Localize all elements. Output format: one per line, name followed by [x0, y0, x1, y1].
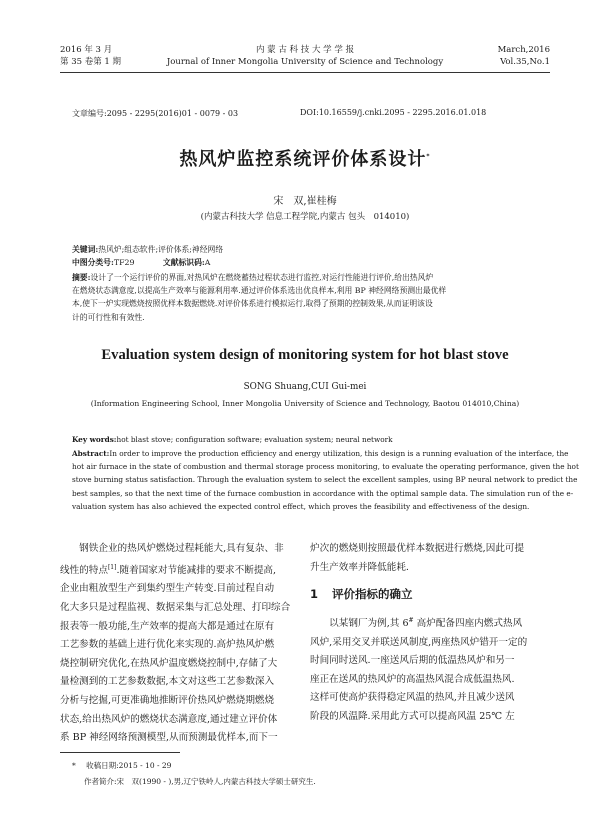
article-number: 文章编号:2095 - 2295(2016)01 - 0079 - 03 — [72, 109, 239, 118]
abstract-en — [72, 447, 579, 513]
abstract-en-line-3: stove burning status satisfaction. Through the evaluation system to select the excellent samples, using BP neural network to predict the — [72, 475, 578, 485]
reference-mark[interactable]: [1] — [107, 563, 117, 571]
abstract-cn-line-3: 本,使下一炉实现燃烧按照优样本数据燃烧.对评价体系进行模拟运行,取得了预期的控制效果,从而证明该设 — [72, 299, 433, 309]
title-cn — [60, 145, 550, 171]
footnote-received: * 收稿日期:2015 - 10 - 29 — [72, 761, 172, 770]
abstract-cn-line-1: 设计了一个运行评价的界面,对热风炉在燃烧蓄热过程状态进行监控,对运行性能进行评价,给出热风炉 — [90, 273, 434, 282]
abstract-cn-label: 摘要: — [72, 273, 91, 282]
footnote-mark: * — [72, 761, 76, 770]
body-right-line-3: 以某钢厂为例,其 6# 高炉配备四座内燃式热风 — [310, 616, 523, 629]
footnote-author-intro: 作者简介:宋 双(1990 - ),男,辽宁铁岭人,内蒙古科技大学硕士研究生. — [84, 777, 316, 786]
clc-value: TF29 — [113, 258, 135, 267]
clc-label: 中图分类号: — [72, 258, 114, 267]
abstract-en-line-1: In order to improve the production efficiency and energy utilization, this design is a running evaluation of the interface, the — [109, 449, 569, 458]
body-right-line-8: 阶段的风温降.采用此方式可以提高风温 25℃ 左 — [310, 710, 515, 722]
body-left-line-8: 量检测到的工艺参数数据,本文对这些工艺参数深入 — [60, 676, 275, 688]
abstract-en-line-5: valuation system has also achieved the expected control effect, which proves the feasibility and effectiveness of the design. — [72, 501, 530, 511]
header-rule — [60, 72, 550, 73]
body-right-line-5: 时间同时送风.一座送风后期的低温热风炉和另一 — [310, 655, 515, 667]
body-left-column — [60, 540, 298, 748]
body-left-line-3: 企业由粗放型生产到集约型生产转变.目前过程自动 — [60, 583, 275, 595]
classification-row — [72, 257, 210, 268]
header-month-en: March,2016 — [497, 45, 550, 55]
abstract-en-line-4: best samples, so that the next time of the furnace combustion in accordance with the optimal sample data. The simulation run of the e- — [72, 488, 574, 498]
body-left-line-6: 工艺参数的基础上进行优化来实现的.高炉热风炉燃 — [60, 639, 275, 651]
keywords-en-label: Key words: — [72, 435, 117, 444]
body-left-line-4: 化大多只是过程监视、数据采集与汇总处理、打印综合 — [60, 601, 291, 613]
abstract-cn-line-2: 在燃烧状态满意度,以提高生产效率与能源利用率.通过评价体系选出优良样本,利用 BP 神经网络预测出最优样 — [72, 286, 447, 296]
body-right-line-7: 这样可使高炉获得稳定风温的热风,并且减少送风 — [310, 692, 515, 704]
title-footnote-mark: * — [426, 153, 431, 160]
body-right-line-1: 炉次的燃烧则按照最优样本数据进行燃烧,因此可提 — [310, 543, 525, 554]
footnote-rule — [60, 752, 180, 753]
body-right-line-2: 升生产效率并降低能耗. — [310, 561, 409, 573]
doi: DOI:10.16559/j.cnki.2095 - 2295.2016.01.018 — [300, 108, 487, 117]
body-right-line-4: 风炉,采用交叉并联送风制度,两座热风炉错开一定的 — [310, 636, 528, 648]
body-left-line-5: 报表等一般功能,生产效率的提高大都是通过在原有 — [60, 620, 275, 632]
body-left-line-11: 系 BP 神经网络预测模型,从而预测最优样本,而下一 — [60, 732, 278, 744]
furnace-number-sup: # — [408, 616, 414, 624]
affiliation-cn: (内蒙古科技大学 信息工程学院,内蒙古 包头 014010) — [200, 212, 410, 222]
body-right-column — [310, 540, 550, 727]
body-left-line-7: 烧控制研究优化,在热风炉温度燃烧控制中,存储了大 — [60, 657, 278, 669]
title-en: Evaluation system design of monitoring system for hot blast stove — [101, 347, 509, 363]
header-journal-cn: 内 蒙 古 科 技 大 学 学 报 — [255, 45, 355, 55]
section-number: 1 — [310, 587, 319, 602]
doc-code-value: A — [204, 258, 211, 267]
abstract-en-label: Abstract: — [72, 449, 110, 458]
header-date: 2016 年 3 月 — [60, 45, 113, 55]
keywords-cn-label: 关键词: — [72, 245, 99, 254]
header-volume: 第 35 卷第 1 期 — [60, 57, 122, 67]
body-left-line-10: 状态,给出热风炉的燃烧状态满意度,通过建立评价体 — [60, 713, 278, 725]
body-left-line-2: 线性的特点[1].随着国家对节能减排的要求不断提高, — [60, 563, 277, 576]
header-volume-en: Vol.35,No.1 — [500, 57, 550, 67]
section-heading-1 — [310, 585, 550, 604]
abstract-en-line-2: hot air furnace in the state of combustion and thermal storage process monitoring, to evaluate the operating performance, given the hot — [72, 462, 579, 472]
section-title: 评价指标的确立 — [332, 587, 413, 602]
abstract-cn — [72, 271, 550, 324]
body-left-line-1: 钢铁企业的热风炉燃烧过程耗能大,具有复杂、非 — [60, 543, 284, 554]
body-left-line-9: 分析与挖掘,可更准确地推断评价热风炉燃烧期燃烧 — [60, 694, 275, 706]
keywords-cn-text: 热风炉;组态软件;评价体系;神经网络 — [98, 245, 224, 254]
authors-en: SONG Shuang,CUI Gui-mei — [243, 382, 367, 392]
title-cn-text: 热风炉监控系统评价体系设计 — [179, 149, 427, 170]
keywords-en — [72, 433, 550, 446]
keywords-en-text: hot blast stove; configuration software; evaluation system; neural network — [116, 435, 393, 444]
doc-code-label: 文献标识码: — [162, 258, 205, 267]
affiliation-en: (Information Engineering School, Inner Mongolia University of Science and Technology, Baotou 014010,China) — [90, 399, 520, 408]
authors-cn: 宋 双,崔桂梅 — [273, 196, 337, 207]
body-right-line-6: 座正在送风的热风炉的高温热风混合成低温热风. — [310, 673, 515, 685]
header-journal-en: Journal of Inner Mongolia University of Science and Technology — [166, 57, 444, 67]
keywords-cn — [72, 244, 223, 255]
abstract-cn-line-4: 计的可行性和有效性. — [72, 312, 145, 322]
